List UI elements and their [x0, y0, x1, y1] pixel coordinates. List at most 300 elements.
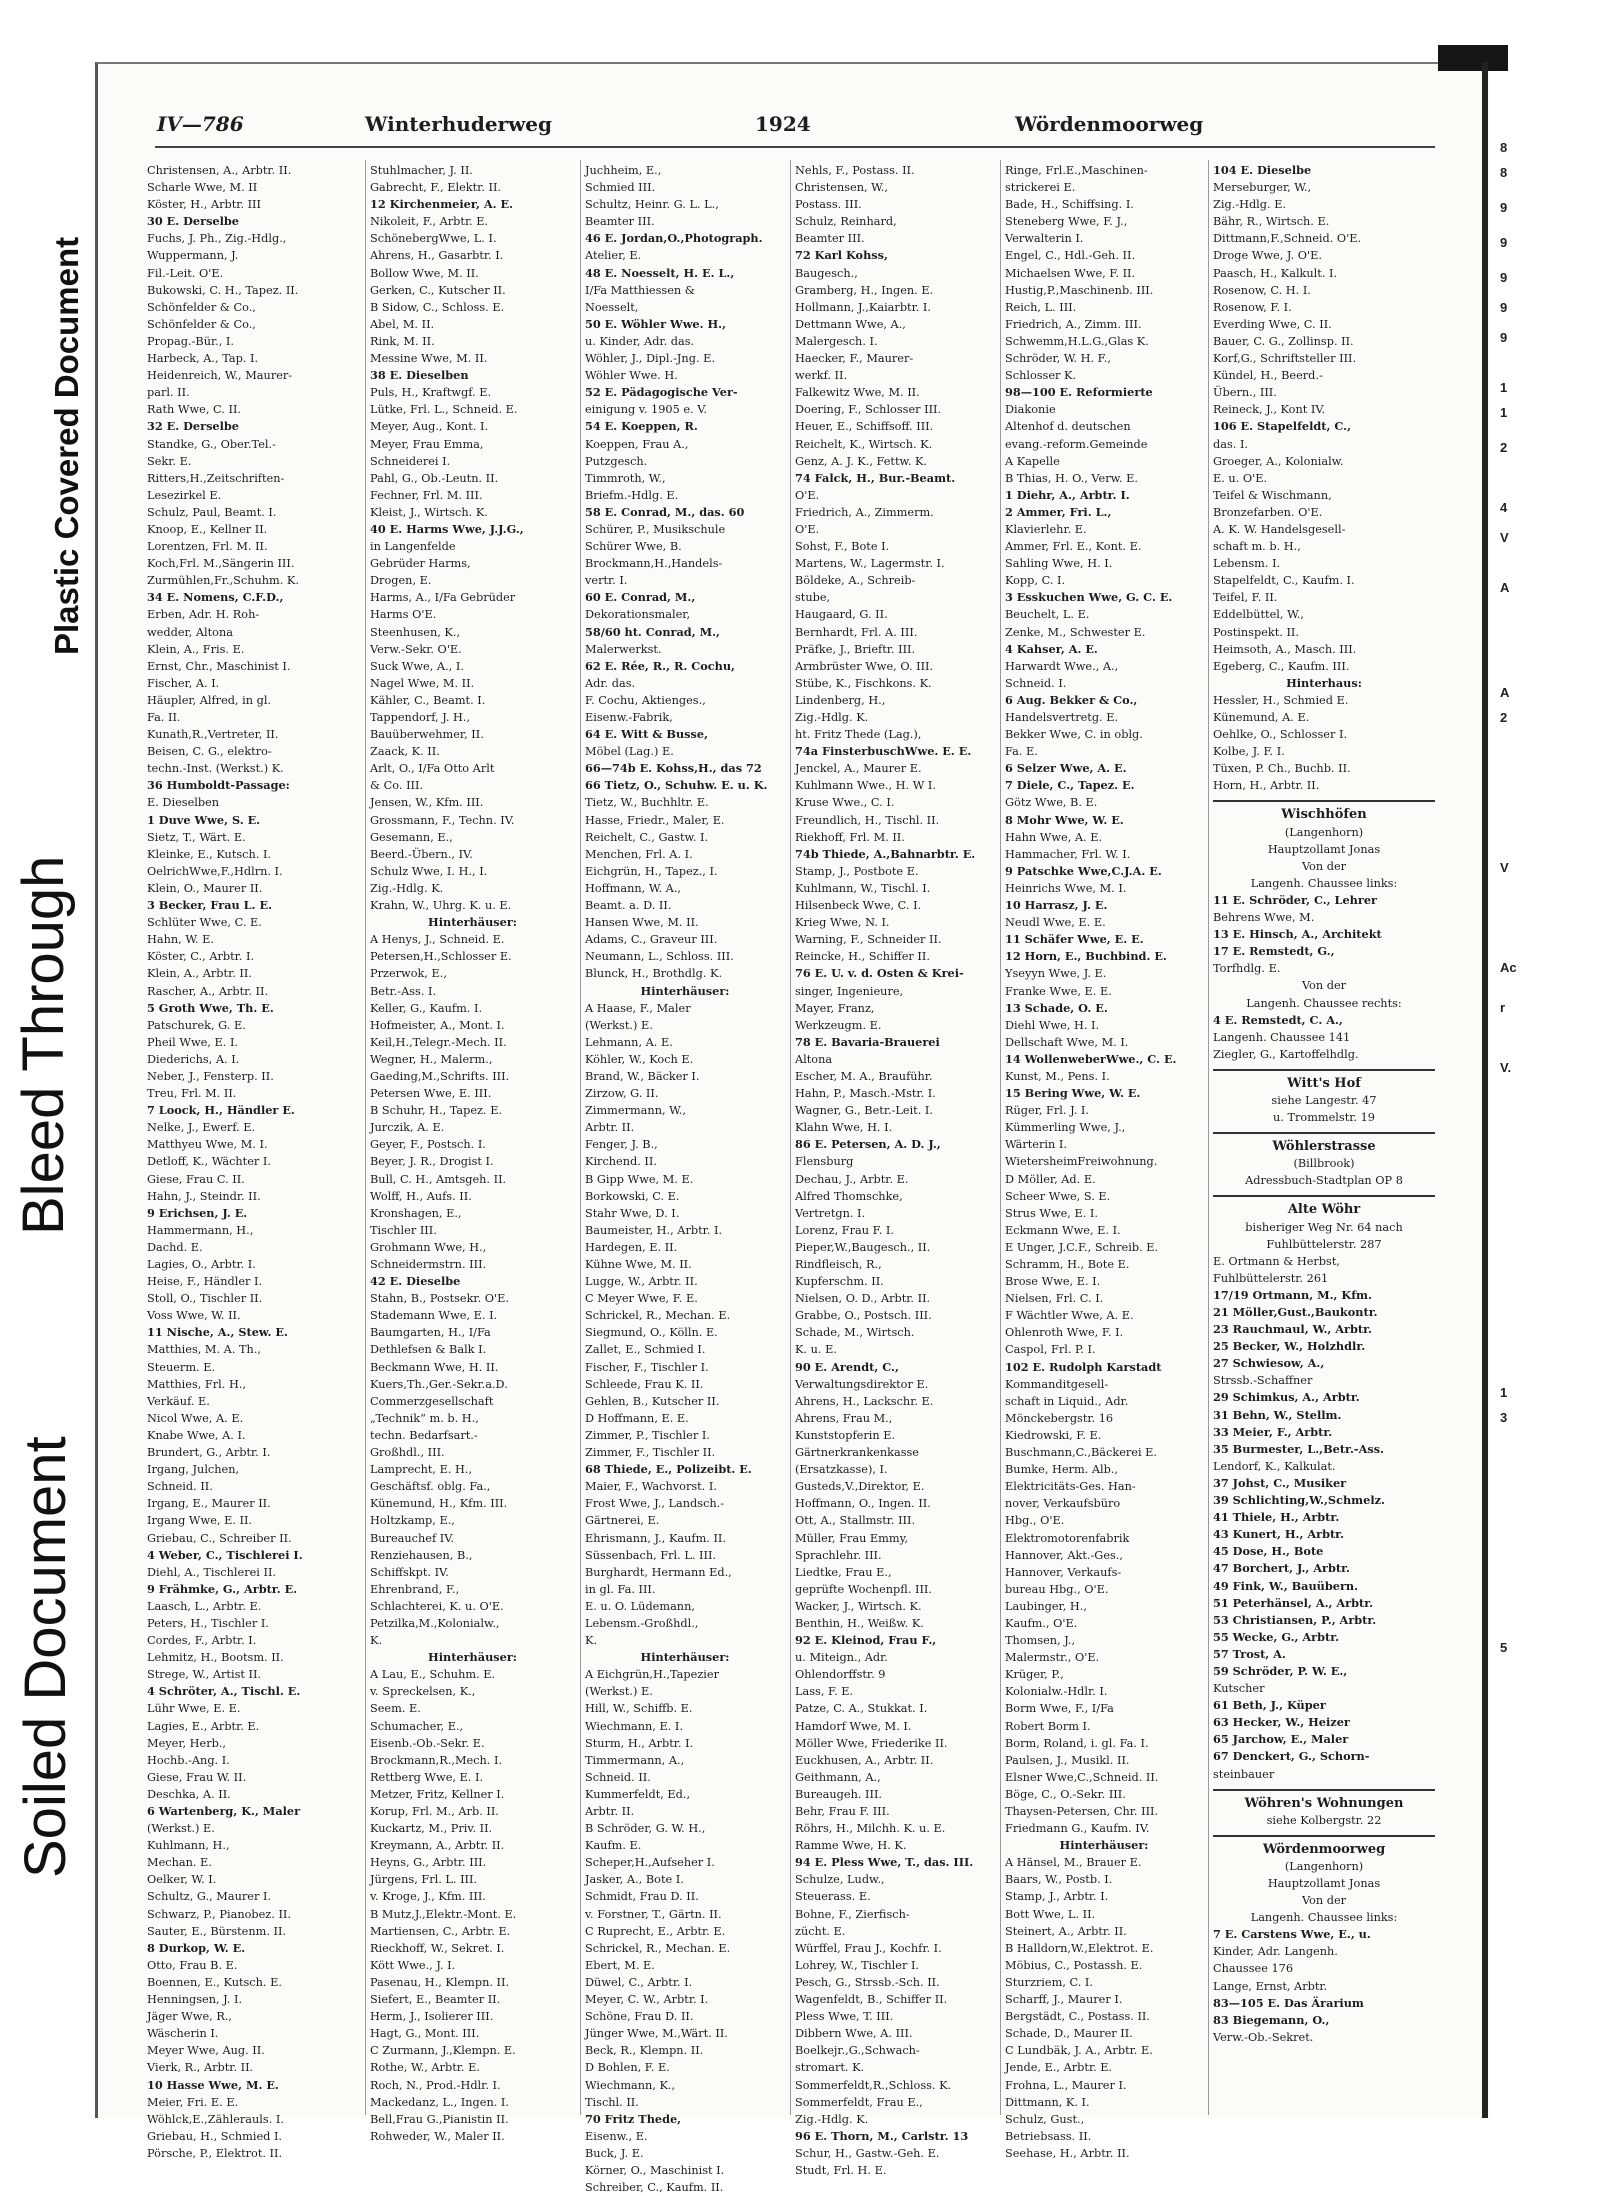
directory-entry: Treu, Frl. M. II. — [147, 1087, 237, 1101]
house-number-entry: 35 Burmester, L.,Betr.-Ass. — [1213, 1441, 1384, 1456]
directory-entry: Wöhlck,E.,Zählerauls. I. — [147, 2112, 284, 2126]
directory-entry: Koeppen, Frau A., — [585, 437, 689, 451]
directory-entry: Griebau, C., Schreiber II. — [147, 1531, 292, 1545]
directory-entry: Bukowski, C. H., Tapez. II. — [147, 283, 299, 297]
directory-entry: Franke Wwe, E. E. — [1005, 984, 1112, 998]
directory-entry: Hoffmann, W. A., — [585, 881, 682, 895]
directory-entry: C Meyer Wwe, F. E. — [585, 1292, 698, 1306]
directory-entry: Übern., III. — [1213, 386, 1277, 400]
directory-entry: Bähr, R., Wirtsch. E. — [1213, 215, 1330, 229]
directory-entry: Adams, C., Graveur III. — [585, 933, 718, 947]
directory-entry: Heise, F., Händler I. — [147, 1275, 263, 1289]
directory-entry: B Mutz,J.,Elektr.-Mont. E. — [370, 1907, 517, 1921]
column-rule — [1000, 160, 1001, 2115]
directory-entry: Stuhlmacher, J. II. — [370, 164, 473, 177]
directory-entry: Dittmann,F.,Schneid. O'E. — [1213, 232, 1362, 246]
directory-entry: Kleinke, E., Kutsch. I. — [147, 847, 272, 861]
directory-entry: Schmidt, Frau D. II. — [585, 1890, 699, 1904]
house-number-entry: 92 E. Kleinod, Frau F., — [795, 1633, 937, 1648]
directory-entry: Ernst, Chr., Maschinist I. — [147, 659, 291, 673]
directory-entry: Körner, O., Maschinist I. — [585, 2163, 725, 2177]
directory-entry: F Wächtler Wwe, A. E. — [1005, 1309, 1134, 1323]
directory-entry: Altona — [795, 1052, 833, 1066]
directory-entry: Kaufm. E. — [585, 1839, 642, 1853]
directory-column-1 — [147, 162, 359, 2160]
bleed-through-fragment: V — [1500, 530, 1509, 545]
directory-entry: Kummerfeldt, Ed., — [585, 1787, 691, 1801]
directory-entry: Matthies, M. A. Th., — [147, 1343, 262, 1357]
directory-entry: Scheer Wwe, S. E. — [1005, 1189, 1111, 1203]
house-number-entry: 70 Fritz Thede, — [585, 2111, 682, 2126]
directory-entry: Dechau, J., Arbtr. E. — [795, 1172, 909, 1186]
directory-entry: Fa. E. — [1005, 745, 1038, 759]
directory-entry: Steenhusen, K., — [370, 625, 461, 639]
directory-entry: Krahn, W., Uhrg. K. u. E. — [370, 899, 512, 913]
directory-entry: Postinspekt. II. — [1213, 625, 1299, 639]
directory-entry: Vierk, R., Arbtr. II. — [147, 2061, 254, 2075]
directory-entry: D Möller, Ad. E. — [1005, 1172, 1096, 1186]
directory-entry: Dachd. E. — [147, 1240, 203, 1254]
directory-entry: Jenckel, A., Maurer E. — [795, 762, 922, 776]
directory-entry: Pahl, G., Ob.-Leutn. II. — [370, 471, 499, 485]
directory-entry: in gl. Fa. III. — [585, 1582, 656, 1596]
directory-entry: Lebensm. I. — [1213, 557, 1281, 571]
directory-entry: Baumeister, H., Arbtr. I. — [585, 1223, 723, 1237]
bleed-through-fragment: V. — [1500, 1060, 1512, 1075]
directory-entry: Hannover, Verkaufs- — [1005, 1565, 1122, 1579]
directory-entry: einigung v. 1905 e. V. — [585, 403, 707, 417]
directory-entry: Nagel Wwe, M. II. — [370, 676, 475, 690]
directory-entry: Verwalterin I. — [1005, 232, 1084, 246]
directory-entry: Nikoleit, F., Arbtr. E. — [370, 215, 489, 229]
directory-entry: Schade, M., Wirtsch. — [795, 1326, 915, 1340]
directory-entry: Zenke, M., Schwester E. — [1005, 625, 1146, 639]
directory-entry: Rindfleisch, R., — [795, 1258, 882, 1271]
directory-entry: Patschurek, G. E. — [147, 1018, 246, 1032]
directory-entry: Erben, Adr. H. Roh- — [147, 608, 260, 622]
house-number-entry: 72 Karl Kohss, — [795, 248, 888, 263]
street-heading: Wöhlerstrasse — [1272, 1139, 1376, 1155]
directory-entry: Nielsen, Frl. C. I. — [1005, 1292, 1104, 1306]
directory-entry: Borkowski, C. E. — [585, 1189, 680, 1203]
house-number-entry: 9 Patschke Wwe,C.J.A. E. — [1005, 863, 1162, 878]
directory-entry: Schneiderei I. — [370, 454, 451, 468]
directory-entry: Pörsche, P., Elektrot. II. — [147, 2146, 283, 2160]
directory-entry: Schiffskpt. IV. — [370, 1565, 449, 1579]
house-number-entry: 11 E. Schröder, C., Lehrer — [1213, 892, 1377, 907]
directory-entry: (Werkst.) E. — [147, 1822, 215, 1836]
directory-entry: Schlachterei, K. u. O'E. — [370, 1599, 504, 1613]
house-number-entry: 21 Möller,Gust.,Baukontr. — [1213, 1305, 1378, 1319]
directory-entry: Kuers,Th.,Ger.-Sekr.a.D. — [370, 1377, 508, 1391]
directory-entry: Hessler, H., Schmied E. — [1213, 693, 1349, 707]
directory-entry: Diakonie — [1005, 403, 1056, 417]
directory-entry: Hilsenbeck Wwe, C. I. — [795, 899, 922, 913]
directory-entry: Wiechmann, K., — [585, 2078, 676, 2092]
house-number-entry: 11 Schäfer Wwe, E. E. — [1005, 932, 1144, 947]
directory-entry: Wolff, H., Aufs. II. — [370, 1189, 472, 1203]
house-number-entry: 6 Wartenberg, K., Maler — [147, 1804, 301, 1818]
directory-entry: techn. Bedarfsart.- — [370, 1428, 478, 1442]
directory-entry: Bekker Wwe, C. in oblg. — [1005, 728, 1143, 742]
directory-entry: Frohna, L., Maurer I. — [1005, 2078, 1127, 2092]
directory-entry: Schöne, Frau D. II. — [585, 2010, 694, 2024]
directory-entry: Adr. das. — [585, 676, 636, 690]
directory-entry: Brockmann,H.,Handels- — [585, 557, 723, 571]
directory-entry: Ott, A., Stallmstr. III. — [795, 1514, 916, 1528]
directory-entry: Rohweder, W., Maler II. — [370, 2129, 505, 2143]
directory-entry: A Hänsel, M., Brauer E. — [1005, 1856, 1142, 1870]
directory-entry: Betriebsass. II. — [1005, 2129, 1092, 2143]
directory-entry: Kreymann, A., Arbtr. II. — [370, 1839, 505, 1853]
directory-entry: B Thias, H. O., Verw. E. — [1005, 471, 1138, 485]
bleed-through-fragment: A — [1500, 685, 1510, 700]
directory-entry: nover, Verkaufsbüro — [1005, 1497, 1121, 1511]
directory-entry: in Langenfelde — [370, 540, 456, 554]
directory-entry: Bernhardt, Frl. A. III. — [795, 625, 918, 639]
directory-entry: Caspol, Frl. P. I. — [1005, 1343, 1096, 1357]
bleed-through-fragment: r — [1500, 1000, 1506, 1015]
directory-entry: Hardegen, E. II. — [585, 1240, 678, 1254]
house-number-entry: 2 Ammer, Fri. L., — [1005, 504, 1112, 519]
directory-entry: B Schuhr, H., Tapez. E. — [370, 1104, 503, 1118]
directory-entry: Gusteds,V.,Direktor, E. — [795, 1480, 925, 1494]
house-number-entry: 11 Nische, A., Stew. E. — [147, 1325, 288, 1340]
directory-entry: B Schröder, G. W. H., — [585, 1822, 706, 1836]
directory-entry: Dittmann, K. I. — [1005, 2095, 1090, 2109]
directory-column-2 — [370, 162, 575, 2143]
street-start-heading: Winterhuderweg — [365, 112, 553, 136]
directory-entry: Detloff, K., Wächter I. — [147, 1155, 271, 1169]
directory-entry: Beckmann Wwe, H. II. — [370, 1360, 499, 1374]
directory-entry: Patze, C. A., Stukkat. I. — [795, 1702, 928, 1716]
directory-entry: Beck, R., Klempn. II. — [585, 2044, 704, 2058]
directory-entry: Matthies, Frl. H., — [147, 1377, 247, 1391]
directory-entry: Bohne, F., Zierfisch- — [795, 1907, 910, 1921]
directory-entry: Kommanditgesell- — [1005, 1377, 1109, 1391]
directory-entry: Sohst, F., Bote I. — [795, 540, 890, 554]
street-note: bisheriger Weg Nr. 64 nach — [1245, 1220, 1403, 1234]
column-rule — [365, 160, 366, 2115]
directory-entry: Heuer, E., Schiffsoff. III. — [795, 420, 934, 434]
directory-entry: Laasch, L., Arbtr. E. — [147, 1599, 262, 1613]
directory-entry: Hofmeister, A., Mont. I. — [370, 1018, 505, 1032]
directory-entry: Lebensm.-Großhdl., — [585, 1616, 699, 1630]
directory-entry: Atelier, E. — [585, 249, 642, 263]
directory-entry: Altenhof d. deutschen — [1005, 420, 1131, 434]
directory-entry: v. Kroge, J., Kfm. III. — [370, 1890, 486, 1904]
house-number-entry: 102 E. Rudolph Karstadt — [1005, 1359, 1162, 1374]
bleed-through-fragment: 1 — [1500, 405, 1508, 420]
directory-entry: Stahn, B., Postsekr. O'E. — [370, 1292, 509, 1306]
directory-entry: Menchen, Frl. A. I. — [585, 847, 693, 861]
house-number-entry: 25 Becker, W., Holzhdlr. — [1213, 1339, 1366, 1354]
house-number-entry: 54 E. Koeppen, R. — [585, 419, 698, 434]
directory-entry: Rüger, Frl. J. I. — [1005, 1104, 1089, 1118]
house-number-entry: 42 E. Dieselbe — [370, 1274, 461, 1289]
directory-entry: Gramberg, H., Ingen. E. — [795, 283, 934, 297]
label-bleed-through: Bleed Through — [11, 855, 76, 1235]
directory-entry: Wöhler Wwe. H. — [585, 369, 678, 383]
directory-entry: Giese, Frau C. II. — [147, 1172, 245, 1186]
directory-entry: Hammacher, Frl. W. I. — [1005, 847, 1131, 861]
directory-entry: Escher, M. A., Brauführ. — [795, 1069, 933, 1083]
directory-entry: Wacker, J., Wirtsch. K. — [795, 1599, 922, 1613]
directory-entry: Teifel & Wischmann, — [1213, 488, 1332, 502]
house-number-entry: 74a FinsterbuschWwe. E. E. — [795, 744, 972, 759]
house-number-entry: 78 E. Bavaria-Brauerei — [795, 1034, 940, 1049]
section-subheading: Hinterhäuser: — [640, 983, 730, 998]
directory-entry: Scharff, J., Maurer I. — [1005, 1993, 1123, 2007]
directory-entry: E Unger, J.C.F., Schreib. E. — [1005, 1240, 1159, 1254]
directory-entry: Petersen Wwe, E. III. — [370, 1087, 492, 1101]
directory-entry: Schleede, Frau K. II. — [585, 1377, 704, 1391]
directory-entry: (Werkst.) E. — [585, 1018, 653, 1032]
directory-entry: Bureauchef IV. — [370, 1531, 454, 1545]
directory-entry: Köster, H., Arbtr. III — [147, 198, 261, 212]
directory-entry: Hahn, J., Steindr. II. — [147, 1189, 261, 1203]
directory-entry: Schneid. II. — [147, 1480, 213, 1494]
directory-entry: Reineck, J., Kont IV. — [1213, 403, 1326, 417]
directory-entry: Fa. II. — [147, 711, 181, 724]
directory-entry: Fischer, A. I. — [147, 676, 220, 690]
directory-entry: Hansen Wwe, M. II. — [585, 916, 699, 930]
directory-entry: Kähler, C., Beamt. I. — [370, 693, 486, 707]
directory-entry: Bergstädt, C., Postass. II. — [1005, 2010, 1150, 2024]
directory-entry: Briefm.-Hdlg. E. — [585, 488, 679, 502]
directory-entry: Neumann, L., Schloss. III. — [585, 950, 734, 964]
directory-entry: wedder, Altona — [147, 625, 233, 639]
directory-entry: Sauter, E., Bürstenm. II. — [147, 1924, 287, 1938]
directory-entry: Handelsvertretg. E. — [1005, 711, 1119, 724]
directory-entry: Doering, F., Schlosser III. — [795, 403, 942, 417]
directory-entry: Herm, J., Isolierer III. — [370, 2010, 494, 2024]
directory-entry: Sekr. E. — [147, 454, 192, 468]
house-number-entry: 9 Frähmke, G., Arbtr. E. — [147, 1581, 298, 1596]
directory-entry: Knoop, E., Kellner II. — [147, 522, 268, 536]
street-note: (Billbrook) — [1293, 1157, 1355, 1171]
directory-entry: Thaysen-Petersen, Chr. III. — [1005, 1805, 1159, 1818]
directory-column-5 — [1005, 162, 1203, 2160]
directory-entry: Wagenfeldt, B., Schiffer II. — [795, 1993, 948, 2007]
house-number-entry: 13 E. Hinsch, A., Architekt — [1213, 927, 1382, 942]
directory-entry: Seem. E. — [370, 1702, 421, 1716]
directory-entry: Arbtr. II. — [585, 1121, 635, 1135]
directory-entry: Fuhlbüttelerstr. 261 — [1213, 1271, 1329, 1285]
directory-entry: Merseburger, W., — [1213, 181, 1312, 195]
directory-entry: Putzgesch. — [585, 454, 648, 468]
directory-entry: Möbius, C., Postassh. E. — [1005, 1958, 1143, 1972]
directory-entry: Lange, Ernst, Arbtr. — [1213, 1979, 1328, 1993]
directory-entry: Heidenreich, W., Maurer- — [147, 369, 293, 383]
directory-entry: Kündel, H., Beerd.- — [1213, 369, 1323, 383]
directory-entry: Lamprecht, E. H., — [370, 1463, 473, 1477]
directory-entry: Drogen, E. — [370, 574, 432, 588]
house-number-entry: 63 Hecker, W., Heizer — [1213, 1715, 1350, 1730]
directory-entry: Ahrens, H., Gasarbtr. I. — [370, 249, 504, 263]
directory-entry: Steuerm. E. — [147, 1360, 216, 1374]
directory-entry: Kaufm., O'E. — [1005, 1616, 1078, 1630]
bleed-through-fragment: 1 — [1500, 1385, 1508, 1400]
directory-entry: Griebau, H., Schmied I. — [147, 2129, 282, 2143]
bleed-through-fragment: 2 — [1500, 710, 1508, 725]
directory-entry: Bade, H., Schiffsing. I. — [1005, 198, 1134, 212]
directory-entry: Lehmitz, H., Bootsm. II. — [147, 1651, 284, 1665]
directory-entry: Brose Wwe, E. I. — [1005, 1275, 1101, 1289]
directory-entry: Schlüter Wwe, C. E. — [147, 916, 262, 930]
house-number-entry: 49 Fink, W., Bauübern. — [1213, 1578, 1359, 1593]
directory-entry: Klavierlehr. E. — [1005, 522, 1087, 536]
directory-entry: OelrichWwe,F.,Hdlrn. I. — [147, 864, 283, 878]
directory-column-3 — [585, 162, 785, 2195]
bleed-through-fragment: A — [1500, 580, 1510, 595]
directory-entry: Eisenb.-Ob.-Sekr. E. — [370, 1736, 485, 1750]
street-note: (Langenhorn) — [1284, 825, 1364, 839]
street-note: Langenh. Chaussee links: — [1250, 1911, 1398, 1925]
directory-entry: Meyer, Herb., — [147, 1736, 227, 1750]
section-divider — [1213, 1069, 1435, 1071]
directory-entry: Mechan. E. — [147, 1856, 212, 1870]
directory-entry: bureau Hbg., O'E. — [1005, 1582, 1109, 1596]
directory-entry: Haugaard, G. II. — [795, 608, 888, 622]
directory-entry: Boennen, E., Kutsch. E. — [147, 1975, 282, 1989]
directory-entry: Stamp, J., Postbote E. — [795, 864, 919, 878]
directory-entry: Jasker, A., Bote I. — [585, 1873, 684, 1887]
house-number-entry: 74b Thiede, A.,Bahnarbtr. E. — [795, 846, 976, 861]
directory-entry: Tappendorf, J. H., — [370, 711, 471, 724]
column-rule — [790, 160, 791, 2115]
directory-entry: Scheper,H.,Aufseher I. — [585, 1856, 715, 1870]
street-note: Langenh. Chaussee rechts: — [1246, 996, 1402, 1010]
directory-entry: Bull, C. H., Amtsgeh. II. — [370, 1172, 507, 1186]
house-number-entry: 12 Horn, E., Buchbind. E. — [1005, 949, 1167, 964]
directory-entry: Geyer, F., Postsch. I. — [370, 1138, 486, 1152]
house-number-entry: 48 E. Noesselt, H. E. L., — [585, 265, 735, 280]
directory-entry: Meier, Fri. E. E. — [147, 2095, 239, 2109]
directory-entry: Hahn, P., Masch.-Mstr. I. — [795, 1087, 936, 1101]
directory-entry: Langenh. Chaussee 141 — [1213, 1030, 1351, 1044]
directory-entry: Gebrüder Harms, — [370, 557, 471, 571]
directory-entry: Bell,Frau G.,Pianistin II. — [370, 2112, 509, 2126]
directory-entry: „Technik“ m. b. H., — [370, 1411, 479, 1425]
house-number-entry: 30 E. Derselbe — [147, 214, 239, 229]
directory-entry: Alfred Thomschke, — [795, 1189, 903, 1203]
directory-column-6 — [1213, 162, 1435, 2117]
directory-entry: A Henys, J., Schneid. E. — [370, 933, 505, 947]
directory-entry: Stapelfeldt, C., Kaufm. I. — [1213, 574, 1355, 588]
street-note: Hauptzollamt Jonas — [1267, 842, 1381, 856]
directory-entry: Schultz, Heinr. G. L. L., — [585, 198, 719, 212]
directory-entry: Martens, W., Lagermstr. I. — [795, 557, 945, 571]
directory-entry: geprüfte Wochenpfl. III. — [795, 1582, 932, 1596]
margin-label-strip — [0, 0, 95, 2177]
directory-entry: Bronzefarben. O'E. — [1213, 505, 1323, 519]
section-subheading: Hinterhäuser: — [640, 1650, 730, 1665]
directory-entry: B Gipp Wwe, M. E. — [585, 1172, 694, 1186]
directory-entry: Bureaugeh. III. — [795, 1787, 883, 1801]
directory-entry: Röhrs, H., Milchh. K. u. E. — [795, 1822, 946, 1836]
directory-entry: Brundert, G., Arbtr. I. — [147, 1446, 271, 1460]
house-number-entry: 33 Meier, F., Arbtr. — [1213, 1424, 1333, 1439]
directory-entry: Fechner, Frl. M. III. — [370, 488, 483, 502]
directory-entry: parl. II. — [147, 386, 190, 400]
directory-entry: Hahn Wwe, A. E. — [1005, 830, 1103, 844]
directory-entry: Irgang, Julchen, — [147, 1463, 240, 1477]
house-number-entry: 14 WollenweberWwe., C. E. — [1005, 1051, 1177, 1066]
directory-entry: Borm Wwe, F., I/Fa — [1005, 1702, 1114, 1716]
directory-entry: Würffel, Frau J., Kochfr. I. — [795, 1941, 942, 1955]
bleed-through-fragment: 9 — [1500, 330, 1508, 345]
directory-entry: Ehrenbrand, F., — [370, 1582, 460, 1596]
directory-entry: Puls, H., Kraftwgf. E. — [370, 386, 492, 400]
directory-entry: Kleist, J., Wirtsch. K. — [370, 505, 488, 519]
directory-entry: Siegmund, O., Kölln. E. — [585, 1326, 718, 1340]
directory-entry: Hollmann, J.,Kaiarbtr. I. — [795, 300, 931, 314]
directory-entry: Dekorationsmaler, — [585, 608, 691, 622]
house-number-entry: 4 E. Remstedt, C. A., — [1213, 1012, 1343, 1027]
directory-entry: Juchheim, E., — [585, 164, 662, 177]
section-divider — [1213, 800, 1435, 802]
directory-entry: Dethlefsen & Balk I. — [370, 1343, 487, 1357]
directory-entry: Heinrichs Wwe, M. I. — [1005, 881, 1127, 895]
directory-entry: Reincke, H., Schiffer II. — [795, 950, 930, 964]
house-number-entry: 66 Tietz, O., Schuhw. E. u. K. — [585, 778, 768, 793]
directory-entry: techn.-Inst. (Werkst.) K. — [147, 762, 284, 776]
directory-entry: E. u. O. Lüdemann, — [585, 1599, 695, 1613]
directory-entry: Eisenw., E. — [585, 2129, 648, 2143]
house-number-entry: 3 Esskuchen Wwe, G. C. E. — [1005, 590, 1173, 605]
directory-entry: Rothe, W., Arbtr. E. — [370, 2061, 480, 2075]
directory-entry: Strssb.-Schaffner — [1213, 1374, 1313, 1388]
directory-entry: Verwaltungsdirektor E. — [795, 1377, 929, 1391]
directory-entry: Mönckebergstr. 16 — [1005, 1411, 1114, 1425]
directory-entry: Kuhlmann, W., Tischl. I. — [795, 881, 931, 895]
label-soiled-document: Soiled Document — [13, 1436, 78, 1878]
directory-entry: Hoffmann, O., Ingen. II. — [795, 1497, 931, 1511]
street-note: Von der — [1301, 859, 1347, 873]
house-number-entry: 15 Bering Wwe, W. E. — [1005, 1086, 1141, 1101]
section-divider — [1213, 1132, 1435, 1134]
directory-entry: Stademann Wwe, E. I. — [370, 1309, 498, 1323]
directory-entry: Schmied III. — [585, 181, 656, 195]
house-number-entry: 47 Borchert, J., Arbtr. — [1213, 1561, 1350, 1576]
directory-entry: Steinert, A., Arbtr. II. — [1005, 1924, 1127, 1938]
directory-entry: Wiechmann, E. I. — [585, 1719, 683, 1733]
directory-entry: Dellschaft Wwe, M. I. — [1005, 1035, 1129, 1049]
directory-entry: Suck Wwe, A., I. — [370, 659, 464, 673]
directory-entry: Yseyyn Wwe, J. E. — [1005, 967, 1107, 981]
directory-entry: Fuchs, J. Ph., Zig.-Hdlg., — [147, 232, 287, 246]
street-note: Langenh. Chaussee links: — [1250, 876, 1398, 890]
directory-entry: Künemund, A. E. — [1213, 711, 1310, 724]
directory-entry: Hochb.-Ang. I. — [147, 1753, 230, 1767]
house-number-entry: 76 E. U. v. d. Osten & Krei- — [795, 966, 964, 981]
directory-entry: Lagies, O., Arbtr. I. — [147, 1258, 256, 1271]
directory-entry: Pheil Wwe, E. I. — [147, 1035, 239, 1049]
directory-entry: Lütke, Frl. L., Schneid. E. — [370, 403, 518, 417]
directory-entry: Klein, A., Fris. E. — [147, 642, 245, 656]
directory-entry: Meyer, Frau Emma, — [370, 437, 484, 451]
directory-entry: Cordes, F., Arbtr. I. — [147, 1634, 257, 1648]
directory-entry: Diehl Wwe, H. I. — [1005, 1018, 1100, 1032]
directory-entry: ht. Fritz Thede (Lag.), — [795, 728, 922, 742]
directory-entry: Jende, E., Arbtr. E. — [1005, 2061, 1113, 2075]
directory-entry: Hammermann, H., — [147, 1223, 254, 1237]
directory-entry: Baumgarten, H., I/Fa — [370, 1326, 491, 1340]
directory-entry: Süssenbach, Frl. L. III. — [585, 1548, 717, 1562]
house-number-entry: 4 Kahser, A. E. — [1005, 641, 1098, 656]
directory-entry: strickerei E. — [1005, 181, 1076, 195]
